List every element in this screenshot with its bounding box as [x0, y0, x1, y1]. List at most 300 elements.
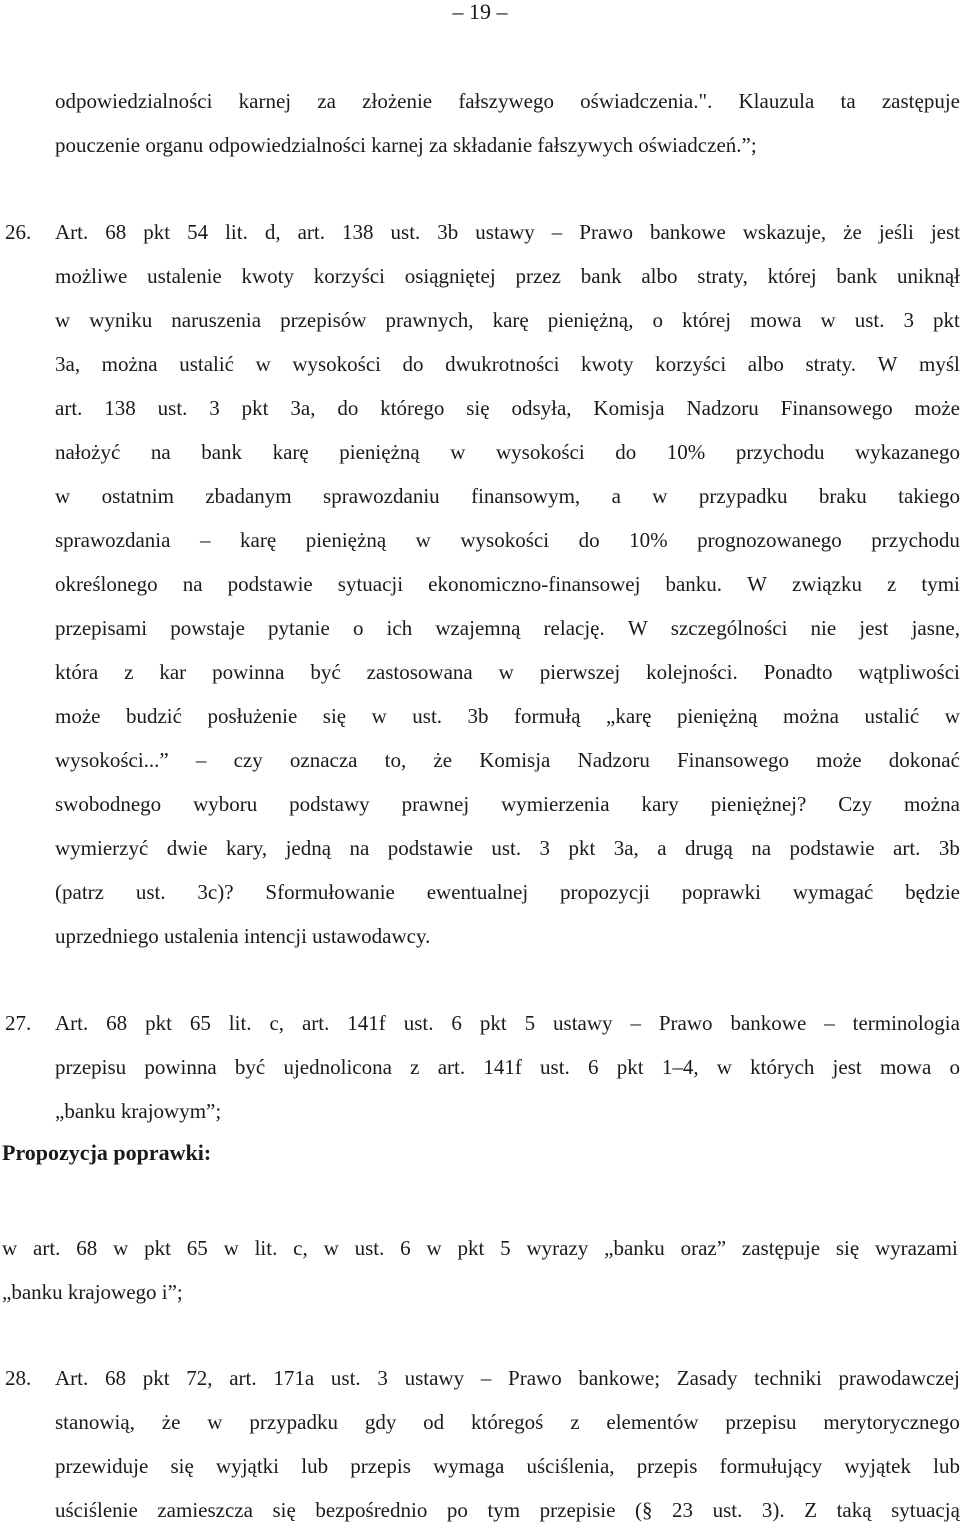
word: pkt — [933, 308, 960, 332]
word: będzie — [905, 880, 960, 904]
word: ust. — [540, 1055, 570, 1079]
word: bankowe; — [578, 1366, 661, 1390]
word: Klauzula — [738, 89, 815, 113]
word: straty. — [805, 352, 857, 376]
word: oświadczenia.". — [580, 89, 713, 113]
word: do — [615, 440, 637, 464]
word: złożenie — [362, 89, 433, 113]
word: karę — [240, 528, 277, 552]
text-line — [55, 1497, 960, 1523]
text-line — [55, 835, 960, 861]
text-line — [55, 88, 960, 114]
word: karnej — [238, 89, 292, 113]
word: przychodu — [871, 528, 960, 552]
word: sytuacji — [337, 572, 404, 596]
word: budzić — [125, 704, 182, 728]
word: formułą — [514, 704, 581, 728]
word: 10% — [629, 528, 668, 552]
word: 3 — [903, 308, 914, 332]
word: z — [887, 572, 897, 596]
word: do — [402, 352, 424, 376]
word: której — [767, 264, 817, 288]
word: Finansowego — [677, 748, 789, 772]
text-line — [55, 307, 960, 333]
word: może — [55, 704, 101, 728]
word: tym — [487, 1498, 521, 1522]
word: 3a, — [613, 836, 639, 860]
word: się — [466, 396, 490, 420]
word: prognozowanego — [697, 528, 842, 552]
word: „karę — [606, 704, 652, 728]
word: w — [716, 1055, 732, 1079]
word: oraz” — [680, 1236, 727, 1260]
word: wyboru — [193, 792, 258, 816]
word: w — [207, 1410, 223, 1434]
item-number: 28. — [5, 1366, 32, 1390]
word: a — [657, 836, 667, 860]
word: naruszenia — [171, 308, 262, 332]
text-line — [55, 483, 960, 509]
word: ust. — [712, 1498, 743, 1522]
word: podstawie — [387, 836, 473, 860]
word: która — [55, 660, 99, 684]
word: tymi — [921, 572, 960, 596]
word: 65 — [186, 1236, 208, 1260]
word: w — [55, 484, 71, 508]
word: których — [750, 1055, 815, 1079]
word: 3b — [437, 220, 459, 244]
word: W — [877, 352, 898, 376]
word: ta — [840, 89, 856, 113]
word: w — [450, 440, 466, 464]
proposal-heading: Propozycja poprawki: — [2, 1140, 212, 1165]
word: na — [150, 440, 171, 464]
word: pieniężnej? — [710, 792, 807, 816]
word: przepisu — [725, 1410, 797, 1434]
word: wysokości — [496, 440, 585, 464]
word: pieniężną — [305, 528, 387, 552]
word: 138 — [104, 396, 136, 420]
word: w — [426, 1236, 442, 1260]
word: wymaga — [433, 1454, 505, 1478]
item-number: 26. — [5, 220, 32, 244]
word: przewiduje — [55, 1454, 149, 1478]
text-line — [55, 439, 960, 465]
word: być — [310, 660, 341, 684]
word: 10% — [666, 440, 706, 464]
word: jest — [859, 616, 889, 640]
word: elementów — [606, 1410, 699, 1434]
word: lit. — [228, 1011, 252, 1035]
word: się — [322, 704, 347, 728]
word: dwukrotności — [445, 352, 560, 376]
word: – — [195, 748, 207, 772]
word: w — [498, 660, 514, 684]
word: ewentualnej — [426, 880, 529, 904]
word: 3c)? — [197, 880, 234, 904]
word: ustalić — [864, 704, 920, 728]
word: że — [843, 220, 862, 244]
word: art. — [55, 396, 83, 420]
word: być — [234, 1055, 266, 1079]
word: którego — [380, 396, 445, 420]
word: wyniku — [89, 308, 153, 332]
word: za — [317, 89, 336, 113]
word: kary, — [225, 836, 268, 860]
text-line: pouczenie organu odpowiedzialności karnej za składanie fałszywych oświadczeń.”; — [55, 133, 757, 157]
word: jedną — [285, 836, 332, 860]
word: lit. — [254, 1236, 278, 1260]
word: dokonać — [888, 748, 960, 772]
word: bank — [201, 440, 243, 464]
word: terminologia — [852, 1011, 960, 1035]
word: swobodnego — [55, 792, 162, 816]
word: do — [337, 396, 359, 420]
text-line — [55, 703, 960, 729]
word: 3 — [377, 1366, 388, 1390]
word: jest — [832, 1055, 862, 1079]
word: pieniężną — [339, 440, 420, 464]
word: ekonomiczno-finansowej — [428, 572, 641, 596]
word: straty, — [697, 264, 748, 288]
word: ust. — [403, 1011, 434, 1035]
word: 23 — [672, 1498, 694, 1522]
word: ustawy — [404, 1366, 465, 1390]
word: art. — [301, 1011, 330, 1035]
word: merytorycznego — [823, 1410, 960, 1434]
word: bankowe — [649, 220, 726, 244]
word: 3 — [209, 396, 220, 420]
word: zamieszcza — [157, 1498, 253, 1522]
word: możliwe — [55, 264, 128, 288]
word: przypadku — [698, 484, 788, 508]
word: pieniężną, — [547, 308, 634, 332]
word: Czy — [838, 792, 873, 816]
word: korzyści — [313, 264, 385, 288]
word: pieniężną — [677, 704, 758, 728]
word: prawnych, — [385, 308, 474, 332]
word: pkt — [616, 1055, 644, 1079]
word: 68 — [105, 220, 127, 244]
text-line — [2, 1235, 958, 1261]
text-line — [55, 571, 960, 597]
word: pkt — [479, 1011, 507, 1035]
word: ust. — [157, 396, 188, 420]
word: w — [415, 528, 431, 552]
word: bezpośrednio — [315, 1498, 428, 1522]
word: „banku — [604, 1236, 665, 1260]
word: wykazanego — [855, 440, 960, 464]
word: 68 — [76, 1236, 98, 1260]
word: w — [944, 704, 960, 728]
word: na — [182, 572, 203, 596]
word: uściślenie — [55, 1498, 138, 1522]
word: określonego — [55, 572, 158, 596]
word: w — [55, 308, 71, 332]
word: przepisami — [55, 616, 148, 640]
word: 171a — [273, 1366, 315, 1390]
word: w — [371, 704, 387, 728]
word: ustawy — [475, 220, 535, 244]
word: taką — [836, 1498, 872, 1522]
word: może — [816, 748, 862, 772]
word: 6 — [588, 1055, 599, 1079]
text-line — [55, 879, 960, 905]
word: braku — [818, 484, 867, 508]
word: związku — [791, 572, 862, 596]
word: Nadzoru — [577, 748, 650, 772]
word: karę — [272, 440, 309, 464]
text-line — [55, 659, 960, 685]
word: c, — [269, 1011, 285, 1035]
word: – — [551, 220, 563, 244]
page-number: – 19 – — [452, 0, 508, 24]
word: nie — [810, 616, 837, 640]
word: lub — [933, 1454, 960, 1478]
word: Sformułowanie — [265, 880, 395, 904]
word: 3a, — [290, 396, 316, 420]
word: Art. — [55, 1011, 89, 1035]
word: posłużenie — [207, 704, 298, 728]
text-line — [55, 1054, 960, 1080]
word: a — [611, 484, 621, 508]
text-line — [55, 527, 960, 553]
word: relację. — [543, 616, 605, 640]
word: finansowym, — [471, 484, 581, 508]
word: Nadzoru — [686, 396, 759, 420]
text-line — [55, 351, 960, 377]
word: przez — [515, 264, 561, 288]
word: Komisja — [479, 748, 551, 772]
word: Zasady — [676, 1366, 738, 1390]
word: Finansowego — [780, 396, 893, 420]
word: wysokości — [460, 528, 550, 552]
word: wymagać — [792, 880, 874, 904]
word: gdy — [364, 1410, 397, 1434]
word: 6 — [400, 1236, 411, 1260]
word: przepisu — [55, 1055, 127, 1079]
word: jeśli — [878, 220, 914, 244]
word: podstawie — [227, 572, 313, 596]
word: się — [272, 1498, 296, 1522]
word: 6 — [451, 1011, 462, 1035]
word: powinna — [212, 660, 285, 684]
word: (patrz — [55, 880, 104, 904]
text-line — [55, 1010, 960, 1036]
word: z — [124, 660, 134, 684]
word: Art. — [55, 1366, 89, 1390]
word: powstaje — [170, 616, 245, 640]
word: zastosowana — [366, 660, 473, 684]
word: lub — [301, 1454, 329, 1478]
word: ostatnim — [101, 484, 174, 508]
word: powinna — [144, 1055, 217, 1079]
word: – — [824, 1011, 835, 1035]
word: stanowią, — [55, 1410, 135, 1434]
text-line: „banku krajowego i”; — [2, 1280, 183, 1304]
text-line — [55, 1453, 960, 1479]
word: fałszywego — [458, 89, 554, 113]
word: myśl — [919, 352, 960, 376]
word: 3 — [539, 836, 551, 860]
word: przypadku — [249, 1410, 338, 1434]
word: wymierzenia — [501, 792, 610, 816]
word: 5 — [500, 1236, 511, 1260]
word: może — [914, 396, 960, 420]
word: sytuacją — [891, 1498, 960, 1522]
word: art. — [893, 836, 921, 860]
word: – — [480, 1366, 492, 1390]
word: to, — [384, 748, 407, 772]
text-line — [55, 615, 960, 641]
word: przepisów — [280, 308, 367, 332]
word: czy — [233, 748, 263, 772]
word: oznacza — [289, 748, 358, 772]
word: art. — [229, 1366, 257, 1390]
word: wyrazami — [875, 1236, 958, 1260]
word: wysokości — [292, 352, 381, 376]
word: ust. — [330, 1366, 361, 1390]
word: na — [751, 836, 772, 860]
word: takiego — [898, 484, 960, 508]
word: wyjątek — [844, 1454, 911, 1478]
word: jasne, — [911, 616, 960, 640]
word: odpowiedzialności — [55, 89, 213, 113]
word: uściślenia, — [526, 1454, 615, 1478]
word: art. — [297, 220, 326, 244]
word: że — [161, 1410, 181, 1434]
word: odsyła, — [511, 396, 572, 420]
word: podstawy — [289, 792, 370, 816]
word: sprawozdaniu — [323, 484, 440, 508]
word: zbadanym — [205, 484, 292, 508]
word: po — [446, 1498, 468, 1522]
word: pkt — [145, 1011, 172, 1035]
word: 141f — [483, 1055, 522, 1079]
word: bank — [836, 264, 878, 288]
word: albo — [641, 264, 678, 288]
text-line — [55, 791, 960, 817]
word: w — [652, 484, 668, 508]
word: pkt — [143, 220, 171, 244]
word: ust. — [854, 308, 885, 332]
text-line — [55, 395, 960, 421]
word: pytanie — [268, 616, 330, 640]
word: mowa — [750, 308, 802, 332]
word: w — [113, 1236, 129, 1260]
word: w — [323, 1236, 339, 1260]
word: w — [2, 1236, 18, 1260]
word: że — [433, 748, 453, 772]
text-line: uprzedniego ustalenia intencji ustawodawcy. — [55, 924, 431, 948]
word: ujednolicona — [283, 1055, 392, 1079]
word: c, — [293, 1236, 308, 1260]
word: Komisja — [593, 396, 665, 420]
word: 68 — [106, 1011, 128, 1035]
word: do — [578, 528, 600, 552]
word: o — [949, 1055, 960, 1079]
word: w — [255, 352, 271, 376]
word: 65 — [189, 1011, 211, 1035]
word: bank — [580, 264, 622, 288]
word: z — [570, 1410, 580, 1434]
word: W — [627, 616, 648, 640]
item-number: 27. — [5, 1011, 32, 1035]
word: 72, — [186, 1366, 213, 1390]
word: ustalenie — [147, 264, 222, 288]
word: 3b — [467, 704, 489, 728]
word: jest — [930, 220, 960, 244]
word: kolejności. — [646, 660, 738, 684]
word: kwoty — [581, 352, 634, 376]
word: Art. — [55, 220, 89, 244]
word: któregoś — [471, 1410, 544, 1434]
word: poprawki — [681, 880, 762, 904]
word: wskazuje, — [742, 220, 827, 244]
word: kar — [159, 660, 187, 684]
word: ust. — [491, 836, 522, 860]
word: wysokości...” — [55, 748, 169, 772]
word: Prawo — [579, 220, 633, 244]
word: pierwszej — [539, 660, 621, 684]
text-line — [55, 263, 960, 289]
word: ust. — [135, 880, 166, 904]
word: wzajemną — [435, 616, 521, 640]
word: mowa — [879, 1055, 932, 1079]
word: formułujący — [719, 1454, 823, 1478]
word: banku. — [665, 572, 723, 596]
word: 3). — [761, 1498, 785, 1522]
word: ustawy — [553, 1011, 613, 1035]
word: pkt — [144, 1236, 171, 1260]
word: Z — [804, 1498, 818, 1522]
word: Ponadto — [763, 660, 833, 684]
word: drugą — [684, 836, 733, 860]
word: W — [747, 572, 767, 596]
word: prawnej — [401, 792, 470, 816]
word: się — [170, 1454, 194, 1478]
word: 3b — [938, 836, 960, 860]
word: ust. — [354, 1236, 385, 1260]
word: pkt — [142, 1366, 170, 1390]
word: kwoty — [241, 264, 295, 288]
word: ustalić — [179, 352, 235, 376]
word: można — [101, 352, 158, 376]
word: o — [652, 308, 664, 332]
text-line — [55, 747, 960, 773]
text-line — [55, 1409, 960, 1435]
word: 5 — [524, 1011, 536, 1035]
word: 54 — [187, 220, 209, 244]
word: przychodu — [735, 440, 825, 464]
word: podstawie — [789, 836, 875, 860]
word: przepis — [350, 1454, 411, 1478]
word: przepisie — [539, 1498, 616, 1522]
word: 3a, — [55, 352, 81, 376]
word: uniknął — [897, 264, 960, 288]
word: zastępuje — [881, 89, 960, 113]
word: ust. — [412, 704, 443, 728]
word: Prawo — [508, 1366, 562, 1390]
word: 138 — [342, 220, 374, 244]
word: ust. — [390, 220, 421, 244]
word: można — [903, 792, 960, 816]
word: na — [349, 836, 370, 860]
word: albo — [747, 352, 784, 376]
word: – — [199, 528, 211, 552]
word: (§ — [635, 1498, 653, 1522]
word: o — [352, 616, 364, 640]
